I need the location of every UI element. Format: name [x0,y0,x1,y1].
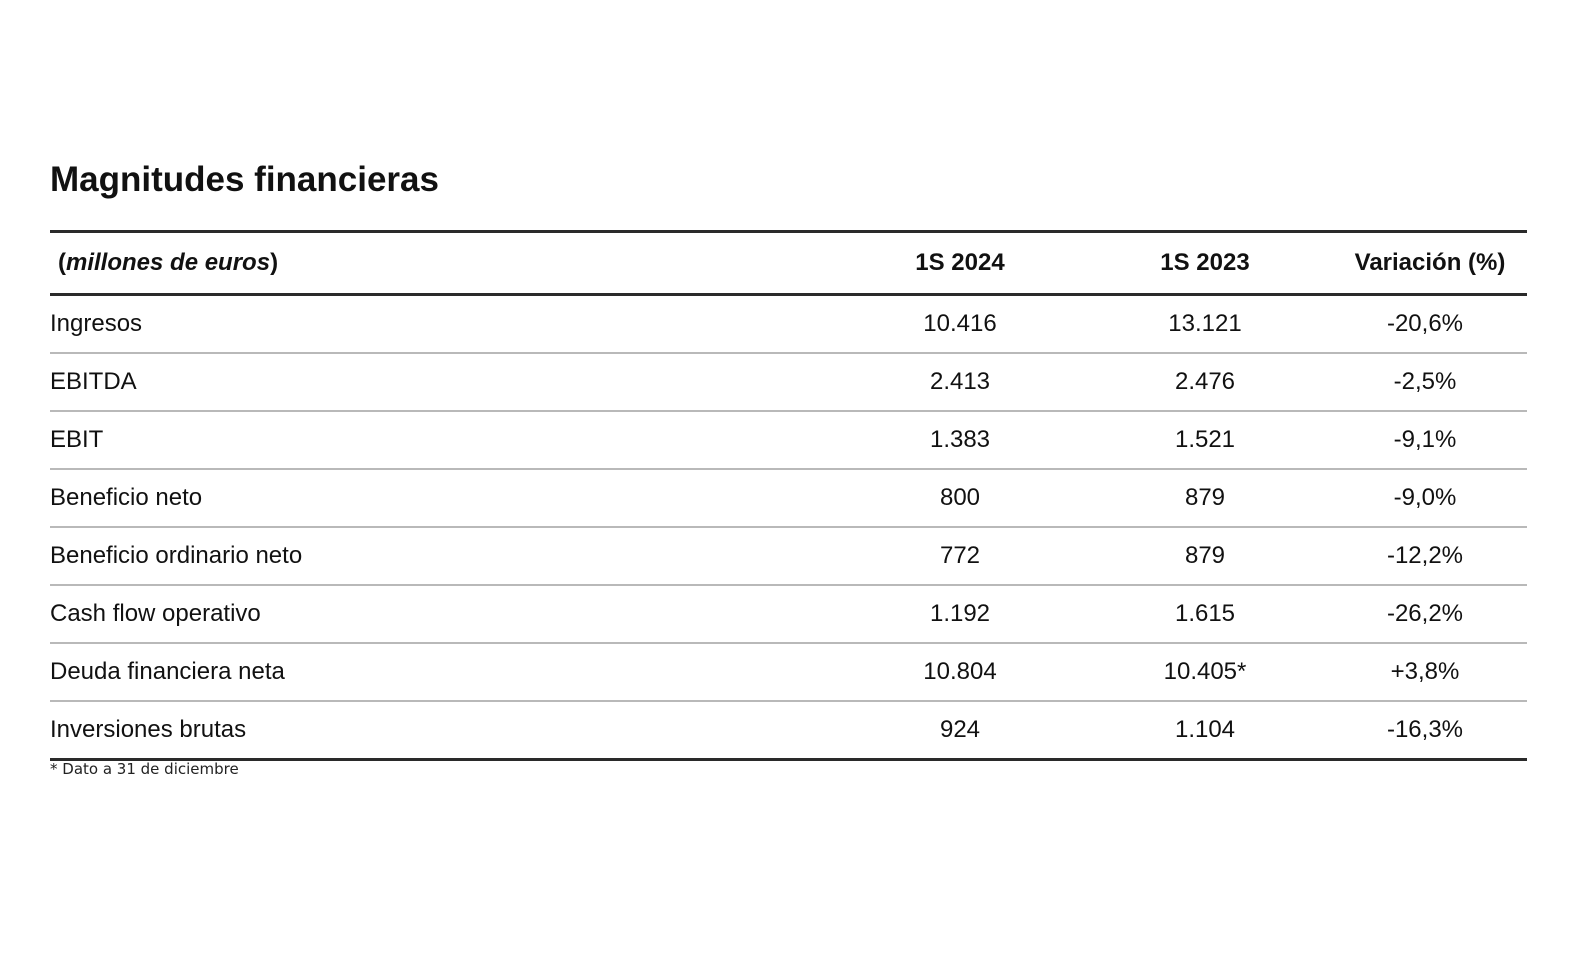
row-value-2023: 1.521 [1174,426,1236,453]
row-label: Inversiones brutas [50,716,247,743]
row-value-2024: 1.383 [929,426,991,453]
row-value-2023: 1.104 [1174,716,1236,743]
table-row [50,470,1527,528]
table-row [50,702,1527,761]
row-value-2023: 2.476 [1174,368,1236,395]
header-units-text: millones de euros [66,249,271,276]
financial-table [50,230,1527,761]
table-row [50,296,1527,354]
row-variation: -9,0% [1393,484,1457,511]
row-value-2024: 772 [939,542,981,569]
row-variation: -26,2% [1386,600,1464,627]
row-label: EBITDA [50,368,137,395]
row-label: Beneficio ordinario neto [50,542,303,569]
row-value-2023: 879 [1184,542,1226,569]
row-value-2024: 924 [939,716,981,743]
row-value-2024: 10.804 [923,658,997,685]
row-variation: -20,6% [1386,310,1464,337]
row-label: Cash flow operativo [50,600,261,627]
row-value-2023: 10.405* [1163,658,1247,685]
row-value-2024: 1.192 [929,600,991,627]
table-row [50,354,1527,412]
row-label: Deuda financiera neta [50,658,285,685]
table-row [50,644,1527,702]
header-1s-2024: 1S 2024 [915,249,1005,276]
row-label: Beneficio neto [50,484,203,511]
row-label: Ingresos [50,310,143,337]
row-value-2024: 2.413 [929,368,991,395]
footnote: * Dato a 31 de diciembre [50,760,239,778]
row-variation: -16,3% [1386,716,1464,743]
row-variation: -2,5% [1393,368,1457,395]
row-value-2024: 10.416 [923,310,997,337]
row-value-2023: 13.121 [1168,310,1242,337]
table-row [50,528,1527,586]
page-title: Magnitudes financieras [50,160,439,199]
header-units-label: ( millones de euros ) [58,249,279,276]
row-variation: -9,1% [1393,426,1457,453]
row-label: EBIT [50,426,104,453]
row-value-2024: 800 [939,484,981,511]
row-variation: +3,8% [1390,658,1460,685]
table-row [50,412,1527,470]
header-variacion: Variación (%) [1354,249,1506,276]
row-value-2023: 879 [1184,484,1226,511]
row-variation: -12,2% [1386,542,1464,569]
table-row [50,586,1527,644]
row-value-2023: 1.615 [1174,600,1236,627]
table-header-row [50,233,1527,296]
header-1s-2023: 1S 2023 [1160,249,1250,276]
